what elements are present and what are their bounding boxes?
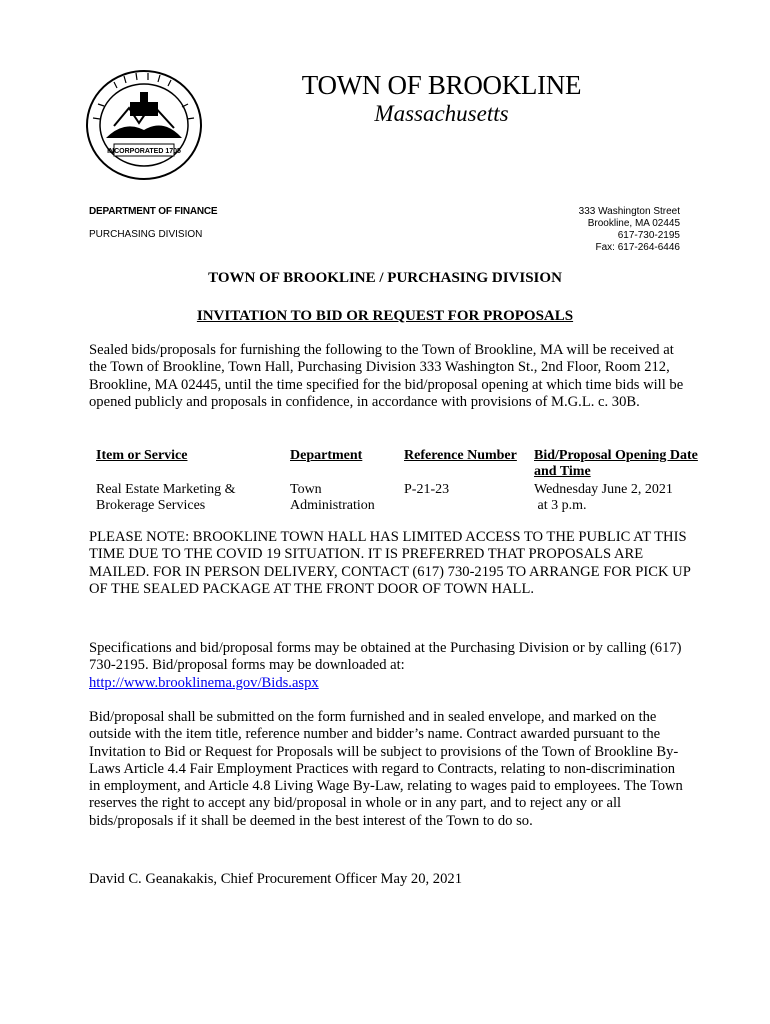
table-header-reference: Reference Number: [404, 448, 517, 463]
division-heading: TOWN OF BROOKLINE / PURCHASING DIVISION: [208, 270, 562, 286]
town-title: TOWN OF BROOKLINE: [301, 70, 582, 100]
address-city: Brookline, MA 02445: [587, 218, 680, 229]
seal-text: INCORPORATED 1705: [107, 148, 181, 155]
department-name: DEPARTMENT OF FINANCE: [89, 206, 218, 217]
table-cell-department: Town Administration: [290, 482, 375, 513]
signature-line: David C. Geanakakis, Chief Procurement Officer May 20, 2021: [89, 871, 462, 887]
table-cell-item: Real Estate Marketing & Brokerage Services: [96, 482, 236, 513]
opening-date: Wednesday June 2, 2021: [534, 482, 673, 497]
invitation-heading: INVITATION TO BID OR REQUEST FOR PROPOSALS: [196, 308, 574, 324]
covid-notice: PLEASE NOTE: BROOKLINE TOWN HALL HAS LIMITED ACCESS TO THE PUBLIC AT THIS TIME DUE TO THE COVID 19 SITUATION. IT IS PREFERRED THAT PROPOSALS ARE MAILED. FOR IN PERSON DELIVERY, CONTACT (617) 730-2195 TO ARRANGE FOR PICK UP OF THE SEALED PACKAGE AT THE FRONT DOOR OF TOWN HALL.: [89, 529, 691, 597]
intro-paragraph: Sealed bids/proposals for furnishing the following to the Town of Brookline, MA will be received at the Town of Brookline, Town Hall, Purchasing Division 333 Washington St., 2nd Floor, Room 212, Brookline, MA 02445, until the time specified for the bid/proposal opening at which time bids will be opened publicly and proposals in confidence, in accordance with provisions of M.G.L. c. 30B.: [89, 342, 684, 410]
address-street: 333 Washington Street: [578, 206, 680, 217]
division-name: PURCHASING DIVISION: [89, 229, 203, 240]
terms-paragraph: Bid/proposal shall be submitted on the form furnished and in sealed envelope, and marked on the outside with the item title, reference number and bidder’s name. Contract awarded pursuant to the Invitation to Bid or Request for Proposals will be subject to provisions of the Town of Brookline By-Laws Article 4.4 Fair Employment Practices with regard to Contracts, relating to non-discrimination in employment, and Article 4.8 Living Wage By-Law, relating to wages paid to employees. The Town reserves the right to accept any bid/proposal in whole or in any part, and to reject any or all bids/proposals if it shall be deemed in the best interest of the Town to do so.: [89, 709, 683, 829]
opening-time: at 3 p.m.: [534, 498, 587, 513]
table-header-date: Bid/Proposal Opening Date and Time: [534, 448, 698, 479]
specs-paragraph: [89, 640, 689, 692]
department-block: [89, 206, 217, 240]
bids-link[interactable]: http://www.brooklinema.gov/Bids.aspx: [89, 674, 319, 691]
table-header-department: Department: [290, 448, 363, 463]
specs-text: Specifications and bid/proposal forms may be obtained at the Purchasing Division or by calling (617) 730-2195. Bid/proposal forms may be downloaded at:: [89, 640, 682, 674]
address-block: [579, 206, 680, 254]
address-fax: Fax: 617-264-6446: [595, 242, 680, 253]
address-phone: 617-730-2195: [617, 230, 680, 241]
table-header-item: Item or Service: [96, 448, 188, 463]
table-cell-reference: P-21-23: [404, 482, 450, 497]
table-cell-date: [534, 482, 709, 514]
state-subtitle: Massachusetts: [374, 101, 509, 126]
